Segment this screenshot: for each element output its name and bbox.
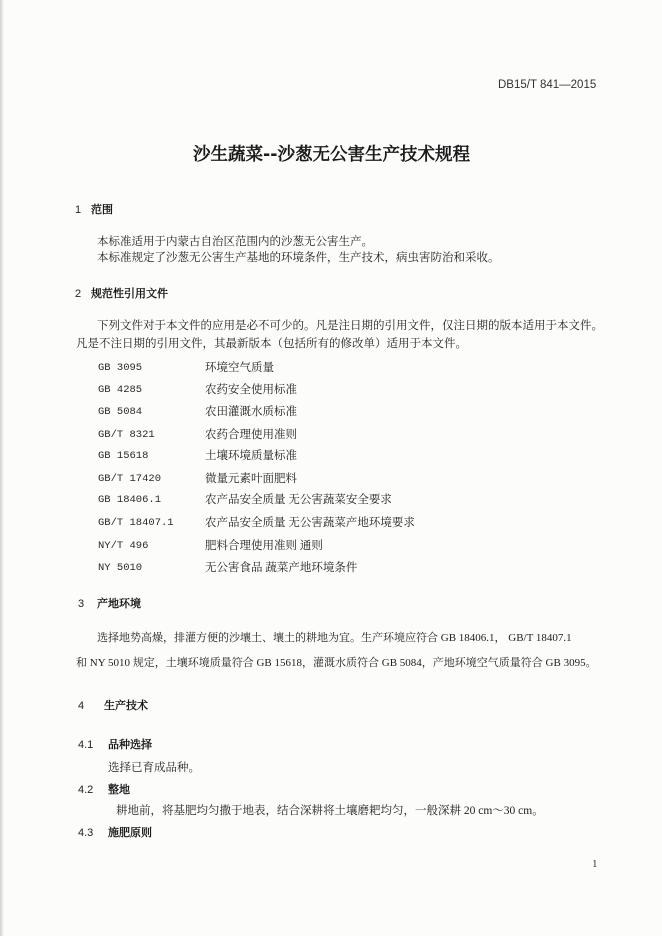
reference-name: 农药合理使用准则 [205, 429, 297, 441]
reference-code: NY 5010 [98, 562, 143, 574]
paragraph-line: 凡是不注日期的引用文件，其最新版本（包括所有的修改单）适用于本文件。 [76, 338, 467, 350]
subsection-number: 4.3 [78, 827, 94, 839]
reference-code: GB 18406.1 [98, 494, 162, 506]
reference-code: GB 5084 [98, 406, 143, 418]
paragraph-line: 本标准适用于内蒙古自治区范围内的沙葱无公害生产。 [97, 236, 373, 248]
paragraph-line: 选择地势高燥，排灌方便的沙壤土、壤土的耕地为宜。生产环境应符合 GB 18406.1， GB/T 18407.1 [97, 632, 572, 644]
reference-code: GB/T 17420 [98, 473, 162, 485]
reference-name: 农田灌溉水质标准 [205, 406, 297, 418]
standard-code: DB15/T 841—2015 [498, 79, 597, 91]
document-title: 沙生蔬菜--沙葱无公害生产技术规程 [193, 145, 471, 165]
reference-name: 肥料合理使用准则 通则 [205, 540, 323, 552]
subsection-number: 4.1 [78, 739, 94, 751]
section-heading: 规范性引用文件 [91, 287, 168, 300]
paragraph-line: 本标准规定了沙葱无公害生产基地的环境条件，生产技术，病虫害防治和采收。 [97, 252, 500, 264]
subsection-heading: 品种选择 [108, 738, 152, 751]
reference-code: GB/T 18407.1 [98, 517, 174, 529]
page-number: 1 [592, 858, 598, 870]
reference-name: 农药安全使用标准 [205, 384, 297, 396]
section-number: 4 [78, 700, 85, 712]
reference-name: 土壤环境质量标准 [205, 450, 297, 462]
paragraph-line: 选择已育成品种。 [108, 762, 200, 774]
reference-code: GB/T 8321 [98, 429, 155, 441]
scan-edge-shadow [0, 0, 4, 936]
reference-code: GB 15618 [98, 450, 149, 462]
subsection-number: 4.2 [78, 784, 94, 796]
reference-code: GB 3095 [98, 362, 143, 374]
reference-name: 无公害食品 蔬菜产地环境条件 [205, 562, 358, 574]
reference-name: 农产品安全质量 无公害蔬菜产地环境要求 [205, 517, 415, 529]
reference-name: 农产品安全质量 无公害蔬菜安全要求 [205, 494, 392, 506]
paragraph-line: 下列文件对于本文件的应用是必不可少的。凡是注日期的引用文件，仅注日期的版本适用于本文件。 [97, 320, 603, 332]
section-number: 3 [78, 598, 85, 610]
section-heading: 范围 [91, 203, 113, 216]
reference-code: NY/T 496 [98, 540, 149, 552]
paragraph-line: 耕地前，将基肥均匀撒于地表，结合深耕将土壤磨耙均匀，一般深耕 20 cm～30 cm。 [116, 805, 544, 817]
paragraph-line: 和 NY 5010 规定，土壤环境质量符合 GB 15618，灌溉水质符合 GB 5084，产地环境空气质量符合 GB 3095。 [76, 657, 597, 669]
subsection-heading: 施肥原则 [108, 826, 152, 839]
section-heading: 生产技术 [104, 699, 148, 712]
reference-name: 微量元素叶面肥料 [205, 473, 297, 485]
subsection-heading: 整地 [108, 783, 130, 796]
section-heading: 产地环境 [97, 597, 141, 610]
section-number: 1 [75, 204, 82, 216]
reference-name: 环境空气质量 [205, 362, 274, 374]
section-number: 2 [75, 288, 82, 300]
reference-code: GB 4285 [98, 384, 143, 396]
